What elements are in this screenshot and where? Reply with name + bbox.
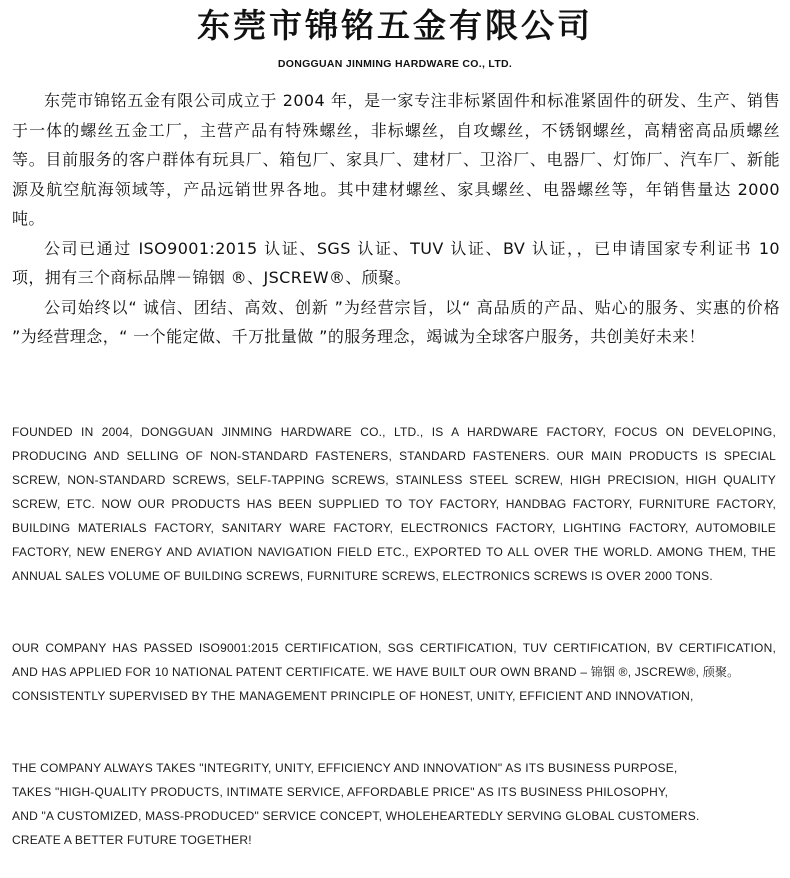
cn-paragraph-philosophy: 公司始终以“ 诚信、团结、高效、创新 ”为经营宗旨，以“ 高品质的产品、贴心的服务、实惠的价格 ”为经营理念，“ 一个能定做、千万批量做 ”的服务理念，竭诚为全球客户服务，共创美好未来！ [12, 297, 780, 346]
english-certification [12, 636, 776, 708]
en-paragraph-certification: OUR COMPANY HAS PASSED ISO9001:2015 CERTIFICATION, SGS CERTIFICATION, TUV CERTIFICATION, BV CERTIFICATION, AND HAS APPLIED FOR 10 NATIONAL PATENT CERTIFICATE. WE HAVE BUILT OUR OWN BRAND – 锦铟 ®, JSCREW®, 颀聚。 [12, 641, 776, 679]
en-line-business-philosophy: TAKES "HIGH-QUALITY PRODUCTS, INTIMATE SERVICE, AFFORDABLE PRICE" AS ITS BUSINESS PHILOSOPHY, [12, 785, 669, 799]
en-line-closing: CREATE A BETTER FUTURE TOGETHER! [12, 833, 252, 847]
english-philosophy [12, 756, 776, 852]
chinese-introduction [12, 86, 780, 352]
company-title-chinese: 东莞市锦铭五金有限公司 [197, 6, 593, 45]
en-paragraph-founding: FOUNDED IN 2004, DONGGUAN JINMING HARDWARE CO., LTD., IS A HARDWARE FACTORY, FOCUS ON DEVELOPING, PRODUCING AND SELLING OF NON-STANDARD FASTENERS, STANDARD FASTENERS. OUR MAIN PRODUCTS IS SPECIAL SCREW, NON-STANDARD SCREWS, SELF-TAPPING SCREWS, STAINLESS STEEL SCREW, HIGH PRECISION, HIGH QUALITY SCREW, ETC. NOW OUR PRODUCTS HAS BEEN SUPPLIED TO TOY FACTORY, HANDBAG FACTORY, FURNITURE FACTORY, BUILDING MATERIALS FACTORY, SANITARY WARE FACTORY, ELECTRONICS FACTORY, LIGHTING FACTORY, AUTOMOBILE FACTORY, NEW ENERGY AND AVIATION NAVIGATION FIELD ETC., EXPORTED TO ALL OVER THE WORLD. AMONG THEM, THE ANNUAL SALES VOLUME OF BUILDING SCREWS, FURNITURE SCREWS, ELECTRONICS SCREWS IS OVER 2000 TONS. [12, 425, 776, 583]
cn-paragraph-founding: 东莞市锦铭五金有限公司成立于 2004 年，是一家专注非标紧固件和标准紧固件的研发、生产、销售于一体的螺丝五金工厂，主营产品有特殊螺丝，非标螺丝，自攻螺丝，不锈钢螺丝，高精密高品质螺丝等。目前服务的客户群体有玩具厂、箱包厂、家具厂、建材厂、卫浴厂、电器厂、灯饰厂、汽车厂、新能源及航空航海领域等，产品远销世界各地。其中建材螺丝、家具螺丝、电器螺丝等，年销售量达 2000 吨。 [12, 91, 780, 228]
cn-paragraph-certification: 公司已通过 ISO9001:2015 认证、SGS 认证、TUV 认证、BV 认证，，已申请国家专利证书 10 项，拥有三个商标品牌－锦铟 ®、JSCREW®、颀聚。 [12, 238, 780, 287]
company-title-english: DONGGUAN JINMING HARDWARE CO., LTD. [277, 58, 513, 70]
en-line-service-concept: AND "A CUSTOMIZED, MASS-PRODUCED" SERVICE CONCEPT, WHOLEHEARTEDLY SERVING GLOBAL CUSTOMERS. [12, 809, 700, 823]
english-introduction [12, 420, 776, 588]
en-paragraph-management: CONSISTENTLY SUPERVISED BY THE MANAGEMENT PRINCIPLE OF HONEST, UNITY, EFFICIENT AND INNOVATION, [12, 689, 694, 703]
en-line-purpose: THE COMPANY ALWAYS TAKES "INTEGRITY, UNITY, EFFICIENCY AND INNOVATION" AS ITS BUSINESS PURPOSE, [12, 761, 678, 775]
